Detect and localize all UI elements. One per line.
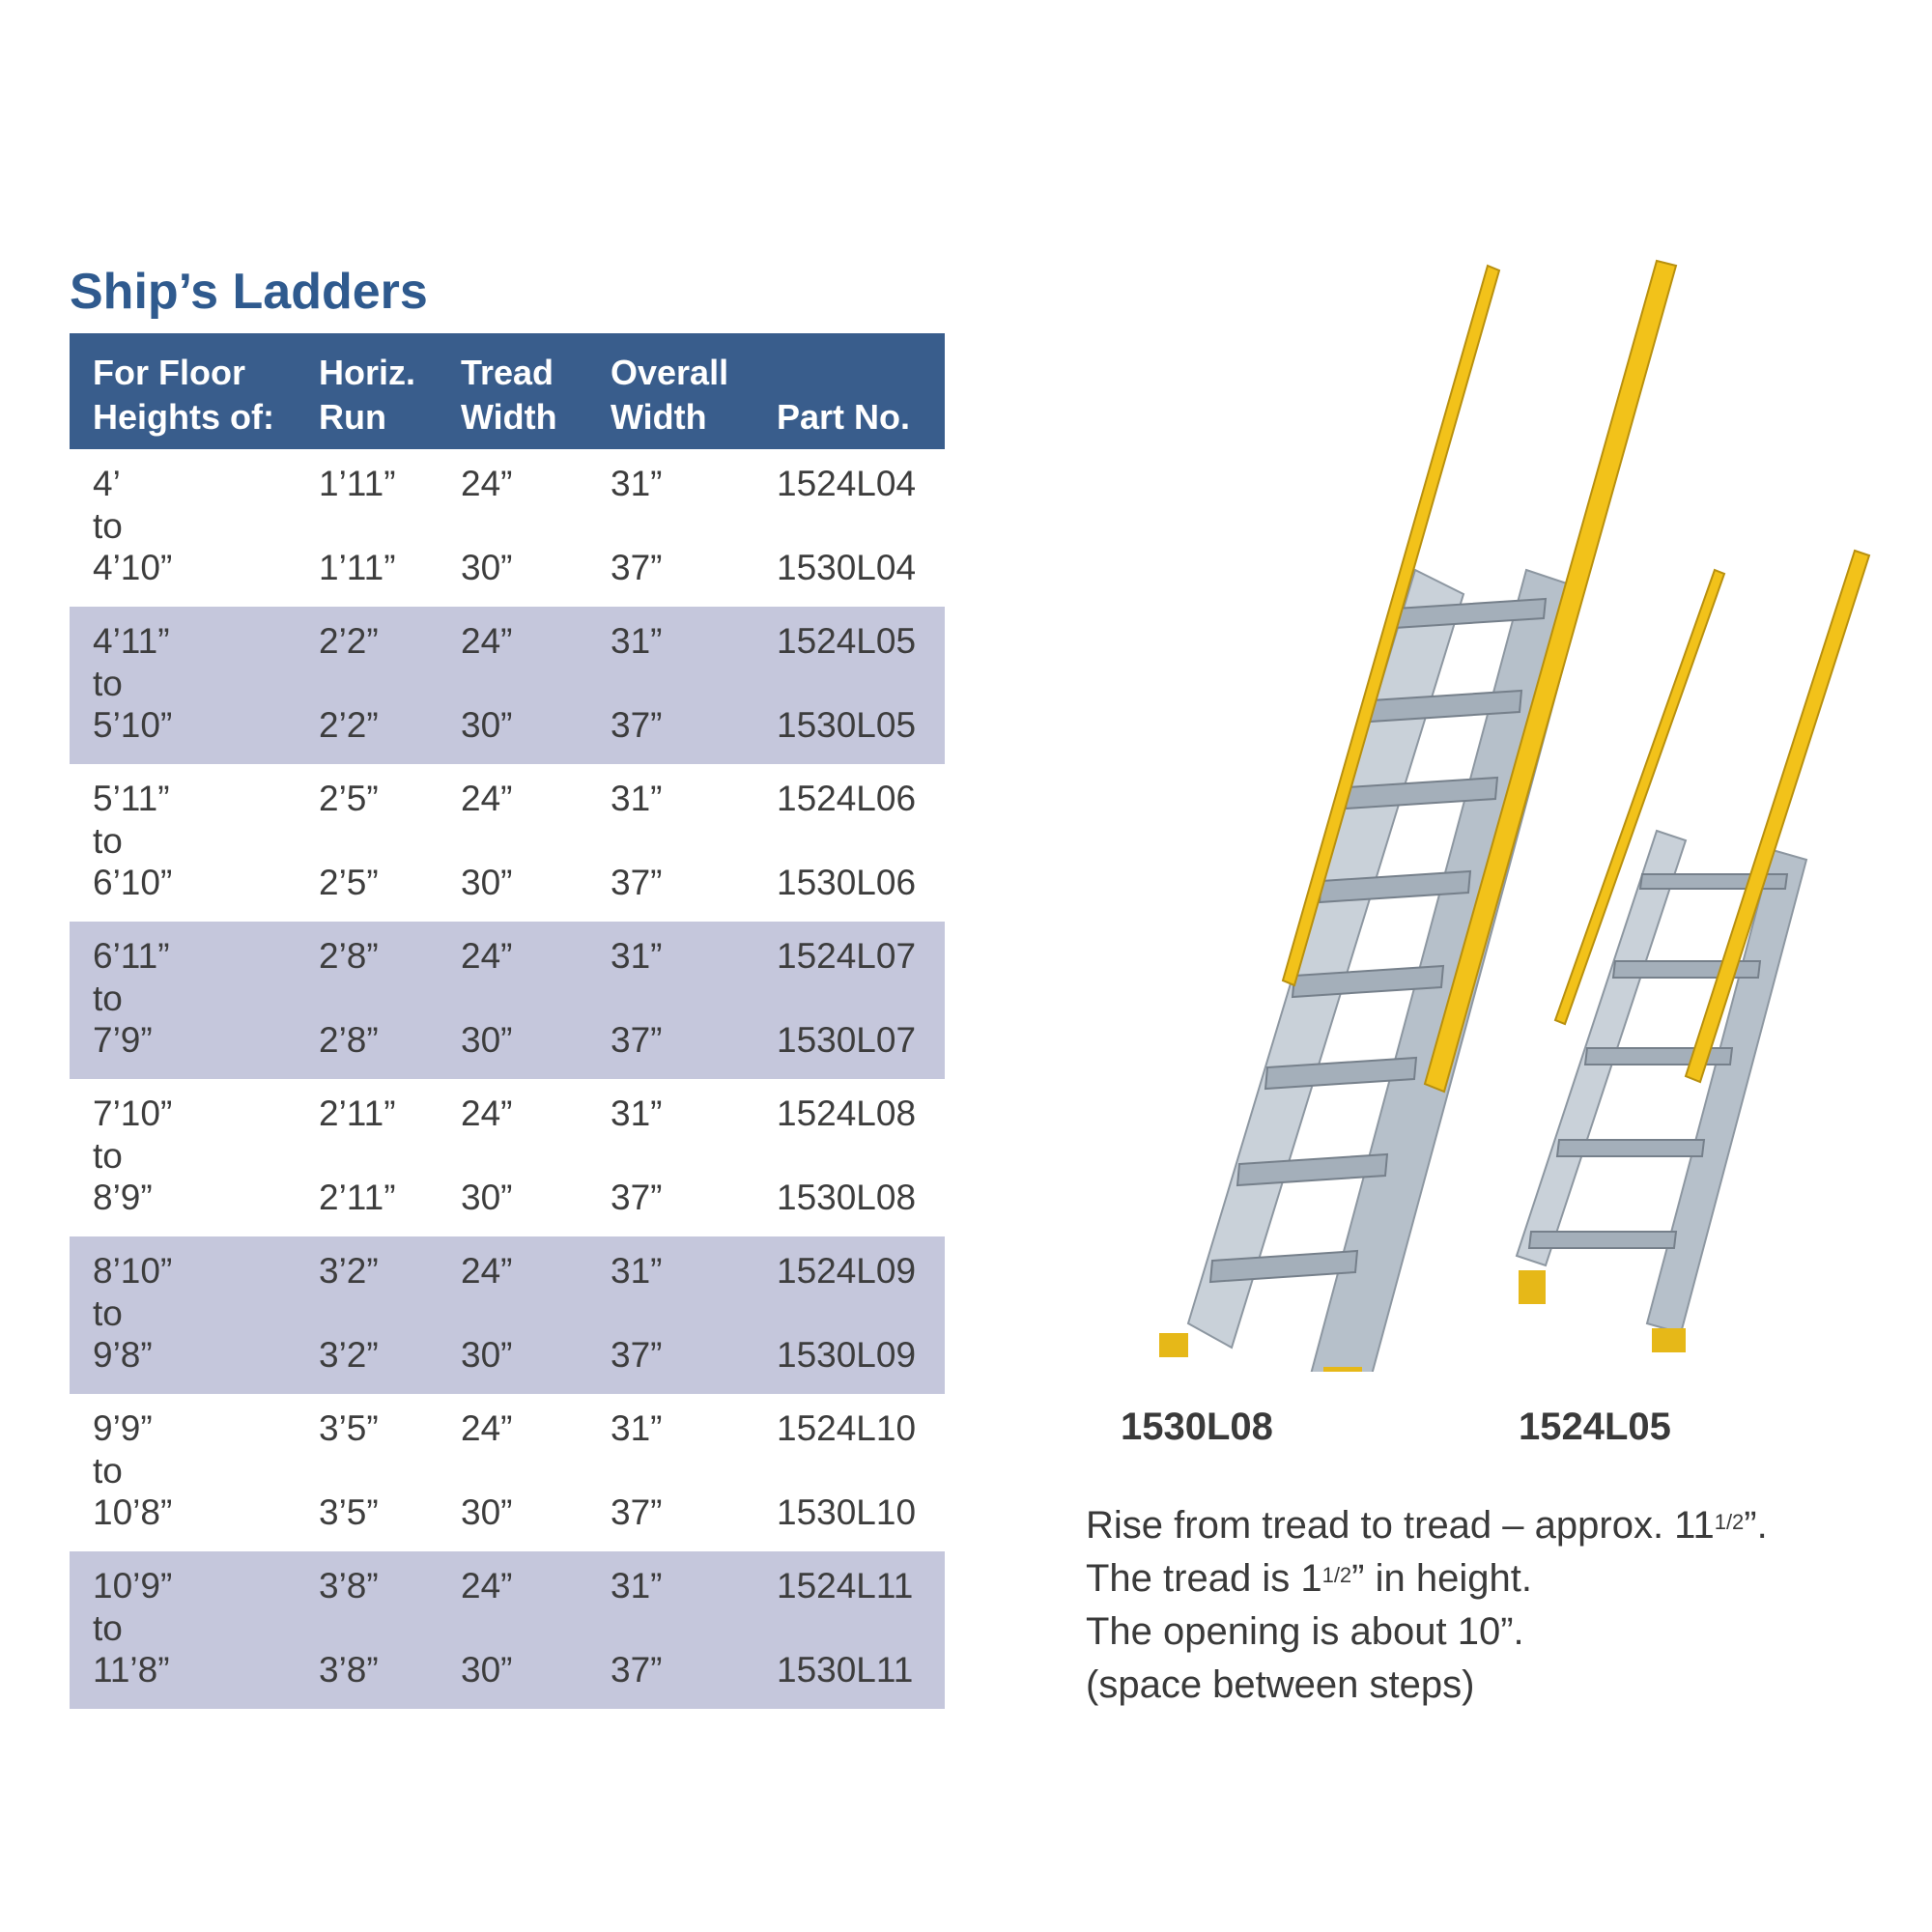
table-cell: 37”: [611, 863, 663, 902]
table-cell: 2’2”: [319, 621, 379, 661]
table-cell: 2’5”: [319, 779, 379, 818]
table-cell: 8’9”: [93, 1178, 153, 1217]
table-cell: 10’9”: [93, 1566, 173, 1605]
table-cell: 30”: [461, 1020, 513, 1060]
table-cell: 7’9”: [93, 1020, 153, 1060]
table-cell: 24”: [461, 621, 513, 661]
table-cell: 2’5”: [319, 863, 379, 902]
table-cell: 31”: [611, 1094, 663, 1133]
table-cell: 1530L05: [777, 705, 917, 745]
table-row-group: [70, 1236, 945, 1394]
table-cell: 1530L11: [777, 1650, 914, 1690]
table-cell: 2’11”: [319, 1094, 396, 1133]
page-title: Ship’s Ladders: [70, 264, 428, 320]
note-text: The tread is 1: [1086, 1557, 1322, 1600]
table-cell: 31”: [611, 936, 663, 976]
table-row-group: [70, 1551, 945, 1709]
ladder-foot: [1519, 1270, 1546, 1304]
header-line: Width: [461, 397, 557, 437]
table-cell: 30”: [461, 1178, 513, 1217]
note-text: ” in height.: [1351, 1557, 1532, 1600]
table-cell: 1’11”: [319, 548, 396, 587]
table-cell: 4’11”: [93, 621, 170, 661]
table-cell: 3’8”: [319, 1650, 379, 1690]
ladder-1524L05-image: [1517, 551, 1869, 1352]
table-cell: 30”: [461, 1650, 513, 1690]
table-cell: 24”: [461, 1094, 513, 1133]
table-cell: 24”: [461, 1251, 513, 1291]
table-cell: 24”: [461, 1566, 513, 1605]
table-cell: 1524L11: [777, 1566, 914, 1605]
table-cell: to: [93, 821, 123, 861]
header-line: For Floor: [93, 353, 245, 392]
table-cell: 5’11”: [93, 779, 170, 818]
table-cell: 7’10”: [93, 1094, 173, 1133]
table-cell: 31”: [611, 464, 663, 503]
table-row-group: [70, 607, 945, 764]
handrail: [1686, 551, 1869, 1082]
table-cell: 9’8”: [93, 1335, 153, 1375]
table-cell: 24”: [461, 779, 513, 818]
header-line: Horiz.: [319, 353, 416, 392]
note-opening: The opening is about 10”.: [1086, 1610, 1524, 1653]
ladders-photo: [1111, 251, 1884, 1372]
table-body: [70, 449, 945, 1709]
table-cell: 3’8”: [319, 1566, 379, 1605]
table-cell: 37”: [611, 1492, 663, 1532]
ladder-notes: [1086, 1499, 1768, 1712]
table-cell: 1524L09: [777, 1251, 917, 1291]
table-cell: 8’10”: [93, 1251, 173, 1291]
table-row-group: [70, 1394, 945, 1551]
table-cell: 1524L10: [777, 1408, 917, 1448]
table-cell: 6’11”: [93, 936, 170, 976]
caption-large-ladder: 1530L08: [1121, 1406, 1273, 1448]
table-cell: 24”: [461, 1408, 513, 1448]
note-space: (space between steps): [1086, 1663, 1475, 1706]
table-cell: 30”: [461, 863, 513, 902]
table-row-group: [70, 1079, 945, 1236]
table-cell: 4’10”: [93, 548, 173, 587]
table-cell: 5’10”: [93, 705, 173, 745]
table-cell: 3’5”: [319, 1492, 379, 1532]
header-line: Run: [319, 397, 386, 437]
header-line: Overall: [611, 353, 729, 392]
table-cell: 2’8”: [319, 1020, 379, 1060]
table-cell: 1524L04: [777, 464, 917, 503]
note-text: ”.: [1744, 1504, 1768, 1547]
table-cell: 1530L08: [777, 1178, 917, 1217]
table-cell: 2’11”: [319, 1178, 396, 1217]
table-cell: 1530L04: [777, 548, 917, 587]
ladder-foot: [1652, 1328, 1686, 1352]
table-cell: 3’5”: [319, 1408, 379, 1448]
note-fraction: 1/2: [1714, 1510, 1745, 1534]
header-line: Heights of:: [93, 397, 274, 437]
table-cell: 31”: [611, 621, 663, 661]
ladder-1530L08-image: [1159, 261, 1676, 1372]
header-line: Part No.: [777, 397, 911, 437]
table-cell: to: [93, 664, 123, 703]
table-cell: to: [93, 1293, 123, 1333]
note-text: Rise from tread to tread – approx. 11: [1086, 1504, 1715, 1547]
table-cell: 1524L05: [777, 621, 917, 661]
table-cell: 24”: [461, 936, 513, 976]
table-cell: 1530L10: [777, 1492, 917, 1532]
table-cell: 1530L06: [777, 863, 917, 902]
ladder-foot: [1323, 1367, 1362, 1372]
table-cell: 24”: [461, 464, 513, 503]
note-tread-height: [1086, 1552, 1768, 1605]
table-cell: to: [93, 1136, 123, 1176]
table-cell: 3’2”: [319, 1251, 379, 1291]
caption-small-ladder: 1524L05: [1519, 1406, 1671, 1448]
table-cell: 30”: [461, 1492, 513, 1532]
table-cell: to: [93, 506, 123, 546]
table-cell: 3’2”: [319, 1335, 379, 1375]
table-cell: 31”: [611, 1408, 663, 1448]
table-row-group: [70, 449, 945, 607]
table-cell: 1524L08: [777, 1094, 917, 1133]
table-cell: 11’8”: [93, 1650, 170, 1690]
ladder-foot: [1159, 1333, 1188, 1357]
header-line: Tread: [461, 353, 554, 392]
table-cell: 37”: [611, 548, 663, 587]
note-fraction: 1/2: [1321, 1563, 1352, 1587]
table-cell: 37”: [611, 1650, 663, 1690]
table-cell: 37”: [611, 1020, 663, 1060]
table-header: [70, 333, 945, 449]
table-cell: 37”: [611, 1178, 663, 1217]
table-cell: 30”: [461, 548, 513, 587]
table-cell: 4’: [93, 464, 121, 503]
table-cell: to: [93, 979, 123, 1018]
table-cell: 31”: [611, 779, 663, 818]
table-cell: 1524L06: [777, 779, 917, 818]
table-cell: 6’10”: [93, 863, 173, 902]
table-cell: 2’2”: [319, 705, 379, 745]
table-cell: 9’9”: [93, 1408, 153, 1448]
note-rise: [1086, 1499, 1768, 1552]
table-cell: 31”: [611, 1251, 663, 1291]
stringer: [1647, 850, 1806, 1333]
table-cell: 37”: [611, 1335, 663, 1375]
table-cell: to: [93, 1608, 123, 1648]
table-cell: 30”: [461, 705, 513, 745]
table-cell: 31”: [611, 1566, 663, 1605]
table-cell: 1’11”: [319, 464, 396, 503]
table-cell: 2’8”: [319, 936, 379, 976]
table-cell: 1524L07: [777, 936, 917, 976]
header-line: Width: [611, 397, 707, 437]
table-cell: 37”: [611, 705, 663, 745]
table-row-group: [70, 922, 945, 1079]
ladders-table: [70, 333, 945, 1709]
table-cell: 10’8”: [93, 1492, 173, 1532]
table-row-group: [70, 764, 945, 922]
table-cell: to: [93, 1451, 123, 1491]
table-cell: 30”: [461, 1335, 513, 1375]
table-cell: 1530L07: [777, 1020, 917, 1060]
table-cell: 1530L09: [777, 1335, 917, 1375]
